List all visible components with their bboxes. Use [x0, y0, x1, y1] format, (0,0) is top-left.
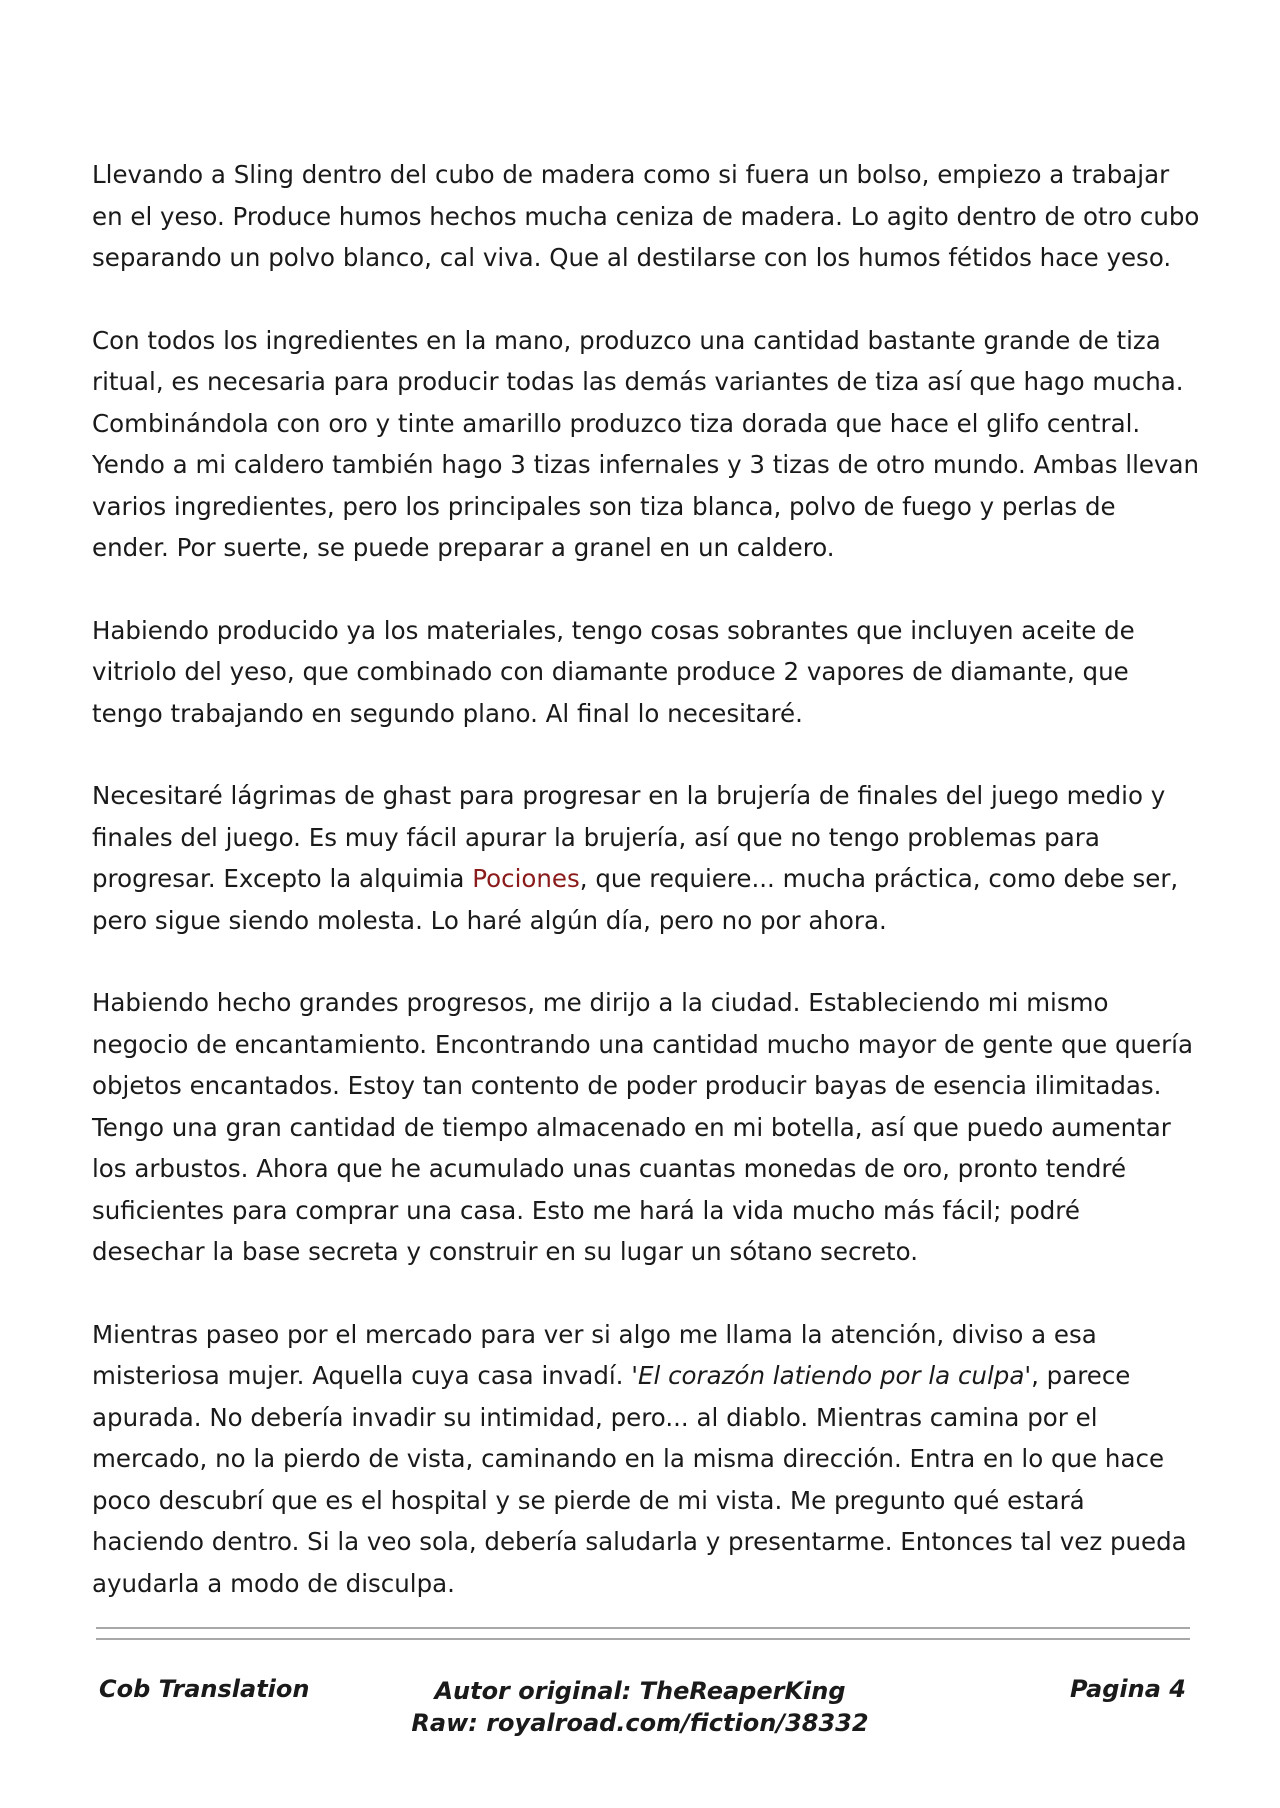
- paragraph-5: Habiendo hecho grandes progresos, me dirijo a la ciudad. Estableciendo mi mismo negocio de encantamiento. Encontrando una cantidad mucho mayor de gente que quería objetos encantados. Estoy tan contento de poder producir bayas de esencia ilimitadas. Tengo una gran cantidad de tiempo almacenado en mi botella, así que puedo aumentar los arbustos. Ahora que he acumulado unas cuantas monedas de oro, pronto tendré suficientes para comprar una casa. Esto me hará la vida mucho más fácil; podré desechar la base secreta y construir en su lugar un sótano secreto.: [92, 988, 1194, 1266]
- paragraph-1: Llevando a Sling dentro del cubo de madera como si fuera un bolso, empiezo a trabajar en el yeso. Produce humos hechos mucha ceniza de madera. Lo agito dentro de otro cubo separando un polvo blanco, cal viva. Que al destilarse con los humos fétidos hace yeso.: [92, 160, 1200, 272]
- footer-rule-bottom: [96, 1638, 1190, 1640]
- page-body: [92, 154, 1200, 1645]
- paragraph-6-italic: El corazón latiendo por la culpa: [638, 1361, 1025, 1390]
- footer-author: Autor original: TheReaperKing: [434, 1677, 846, 1705]
- paragraph-6-before: Mientras paseo por el mercado para ver si algo me llama la atención, diviso a esa misteriosa mujer. Aquella cuya casa invadí. ': [92, 1319, 1097, 1390]
- paragraph-4: [92, 775, 1200, 941]
- footer-translator: Cob Translation: [99, 1675, 310, 1703]
- pociones-link[interactable]: Pociones: [472, 864, 580, 893]
- footer-rule-top: [96, 1627, 1190, 1629]
- paragraph-6: [92, 1314, 1200, 1605]
- footer-raw-source: Raw: royalroad.com/fiction/38332: [411, 1709, 869, 1737]
- paragraph-6-after: ', parece apurada. No debería invadir su intimidad, pero... al diablo. Mientras camina por el mercado, no la pierdo de vista, caminando en la misma dirección. Entra en lo que hace poco descubrí que es el hospital y se pierde de mi vista. Me pregunto qué estará haciendo dentro. Si la veo sola, debería saludarla y presentarme. Entonces tal vez pueda ayudarla a modo de disculpa.: [92, 1361, 1187, 1598]
- paragraph-2: Con todos los ingredientes en la mano, produzco una cantidad bastante grande de tiza ritual, es necesaria para producir todas las demás variantes de tiza así que hago mucha. Combinándola con oro y tinte amarillo produzco tiza dorada que hace el glifo central. Yendo a mi caldero también hago 3 tizas infernales y 3 tizas de otro mundo. Ambas llevan varios ingredientes, pero los principales son tiza blanca, polvo de fuego y perlas de ender. Por suerte, se puede preparar a granel en un caldero.: [92, 325, 1199, 562]
- footer-page-number: Pagina 4: [1070, 1675, 1186, 1703]
- paragraph-4-after: , que requiere... mucha práctica, como debe ser, pero sigue siendo molesta. Lo haré algún día, pero no por ahora.: [92, 864, 1179, 935]
- paragraph-4-before: Necesitaré lágrimas de ghast para progresar en la brujería de finales del juego medio y finales del juego. Es muy fácil apurar la brujería, así que no tengo problemas para progresar. Excepto la alquimia: [92, 781, 1166, 893]
- footer-credits: [340, 1675, 940, 1739]
- paragraph-3: Habiendo producido ya los materiales, tengo cosas sobrantes que incluyen aceite de vitriolo del yeso, que combinado con diamante produce 2 vapores de diamante, que tengo trabajando en segundo plano. Al final lo necesitaré.: [92, 615, 1135, 728]
